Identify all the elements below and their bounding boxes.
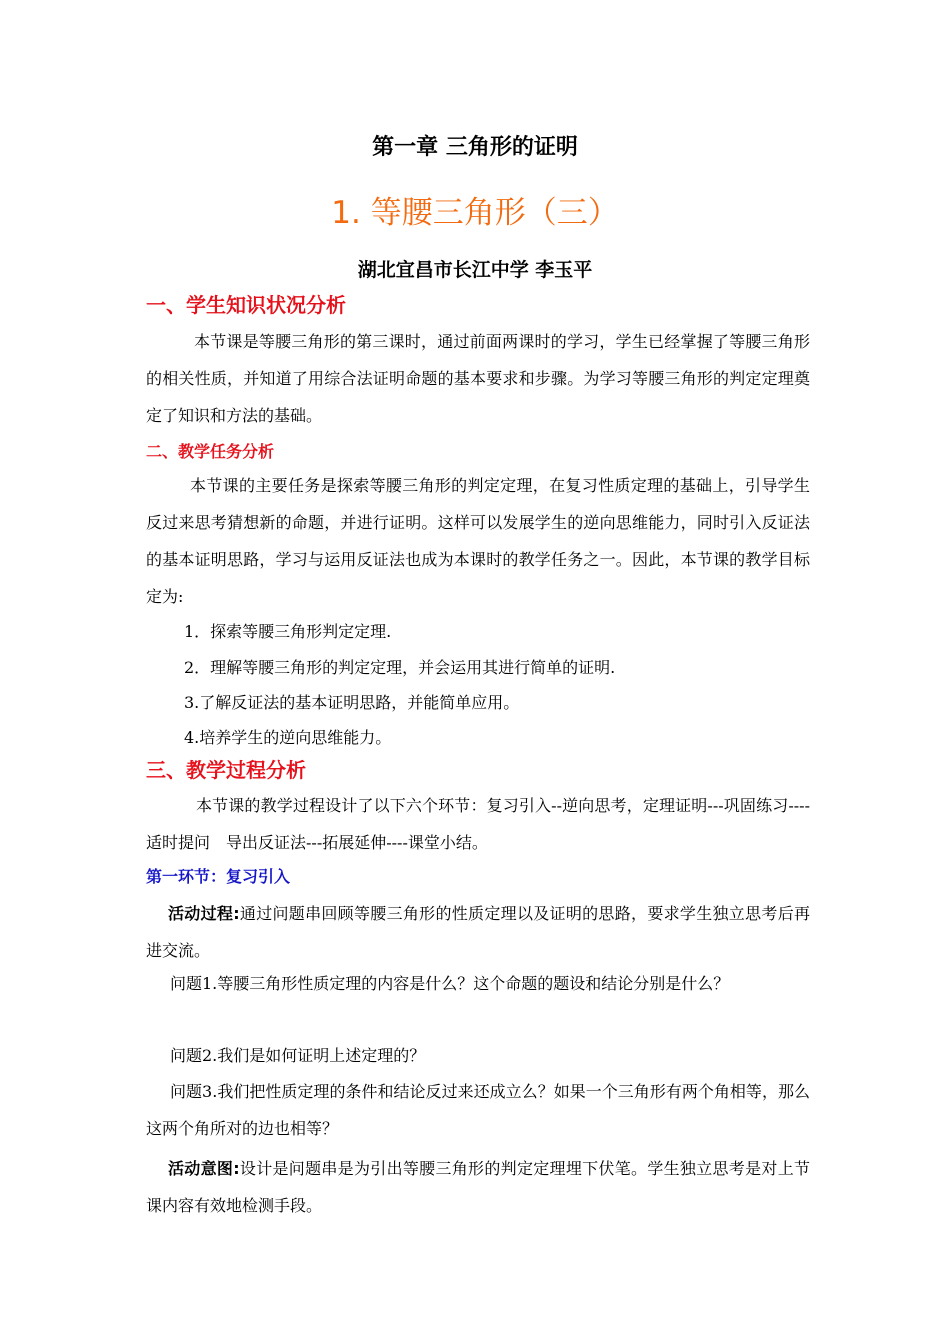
section-2-paragraph: 本节课的主要任务是探索等腰三角形的判定定理，在复习性质定理的基础上，引导学生反过来思考猜想新的命题，并进行证明。这样可以发展学生的逆向思维能力，同时引入反证法的基本证明思路，学习与运用反证法也成为本课时的教学任务之一。因此，本节课的教学目标定为: <box>146 476 810 606</box>
activity-process-text: 通过问题串回顾等腰三角形的性质定理以及证明的思路，要求学生独立思考后再进交流。 <box>146 904 810 960</box>
activity-intent-label: 活动意图: <box>168 1159 240 1178</box>
section-1-paragraph: 本节课是等腰三角形的第三课时，通过前面两课时的学习，学生已经掌握了等腰三角形的相关性质，并知道了用综合法证明命题的基本要求和步骤。为学习等腰三角形的判定定理奠定了知识和方法的基础。 <box>146 332 810 425</box>
goal-item: 4.培养学生的逆向思维能力。 <box>184 728 392 747</box>
question-item: 问题1.等腰三角形性质定理的内容是什么？这个命题的题设和结论分别是什么？ <box>170 974 730 993</box>
stage-1-heading: 第一环节：复习引入 <box>146 867 291 886</box>
author-line: 湖北宜昌市长江中学 李玉平 <box>357 259 593 281</box>
goal-item: 1．探索等腰三角形判定定理. <box>184 622 392 641</box>
section-1-heading: 一、学生知识状况分析 <box>146 293 346 317</box>
goal-item: 2．理解等腰三角形的判定定理，并会运用其进行简单的证明. <box>184 658 616 677</box>
activity-intent <box>146 1150 810 1224</box>
activity-process-label: 活动过程: <box>168 904 240 923</box>
lesson-title: 1. 等腰三角形（三） <box>331 195 619 231</box>
section-3-heading: 三、教学过程分析 <box>146 758 306 782</box>
section-2-heading: 二、教学任务分析 <box>146 442 275 461</box>
section-3-paragraph: 本节课的教学过程设计了以下六个环节：复习引入--逆向思考，定理证明---巩固练习----适时提问 导出反证法---拓展延伸----课堂小结。 <box>146 796 810 852</box>
activity-process <box>146 895 810 969</box>
question-item: 问题3.我们把性质定理的条件和结论反过来还成立么？如果一个三角形有两个角相等，那么这两个角所对的边也相等？ <box>146 1082 810 1138</box>
activity-intent-text: 设计是问题串是为引出等腰三角形的判定定理埋下伏笔。学生独立思考是对上节课内容有效地检测手段。 <box>146 1159 810 1215</box>
chapter-title: 第一章 三角形的证明 <box>372 135 578 160</box>
question-item: 问题2.我们是如何证明上述定理的？ <box>170 1046 426 1065</box>
goal-item: 3.了解反证法的基本证明思路，并能简单应用。 <box>184 693 520 712</box>
